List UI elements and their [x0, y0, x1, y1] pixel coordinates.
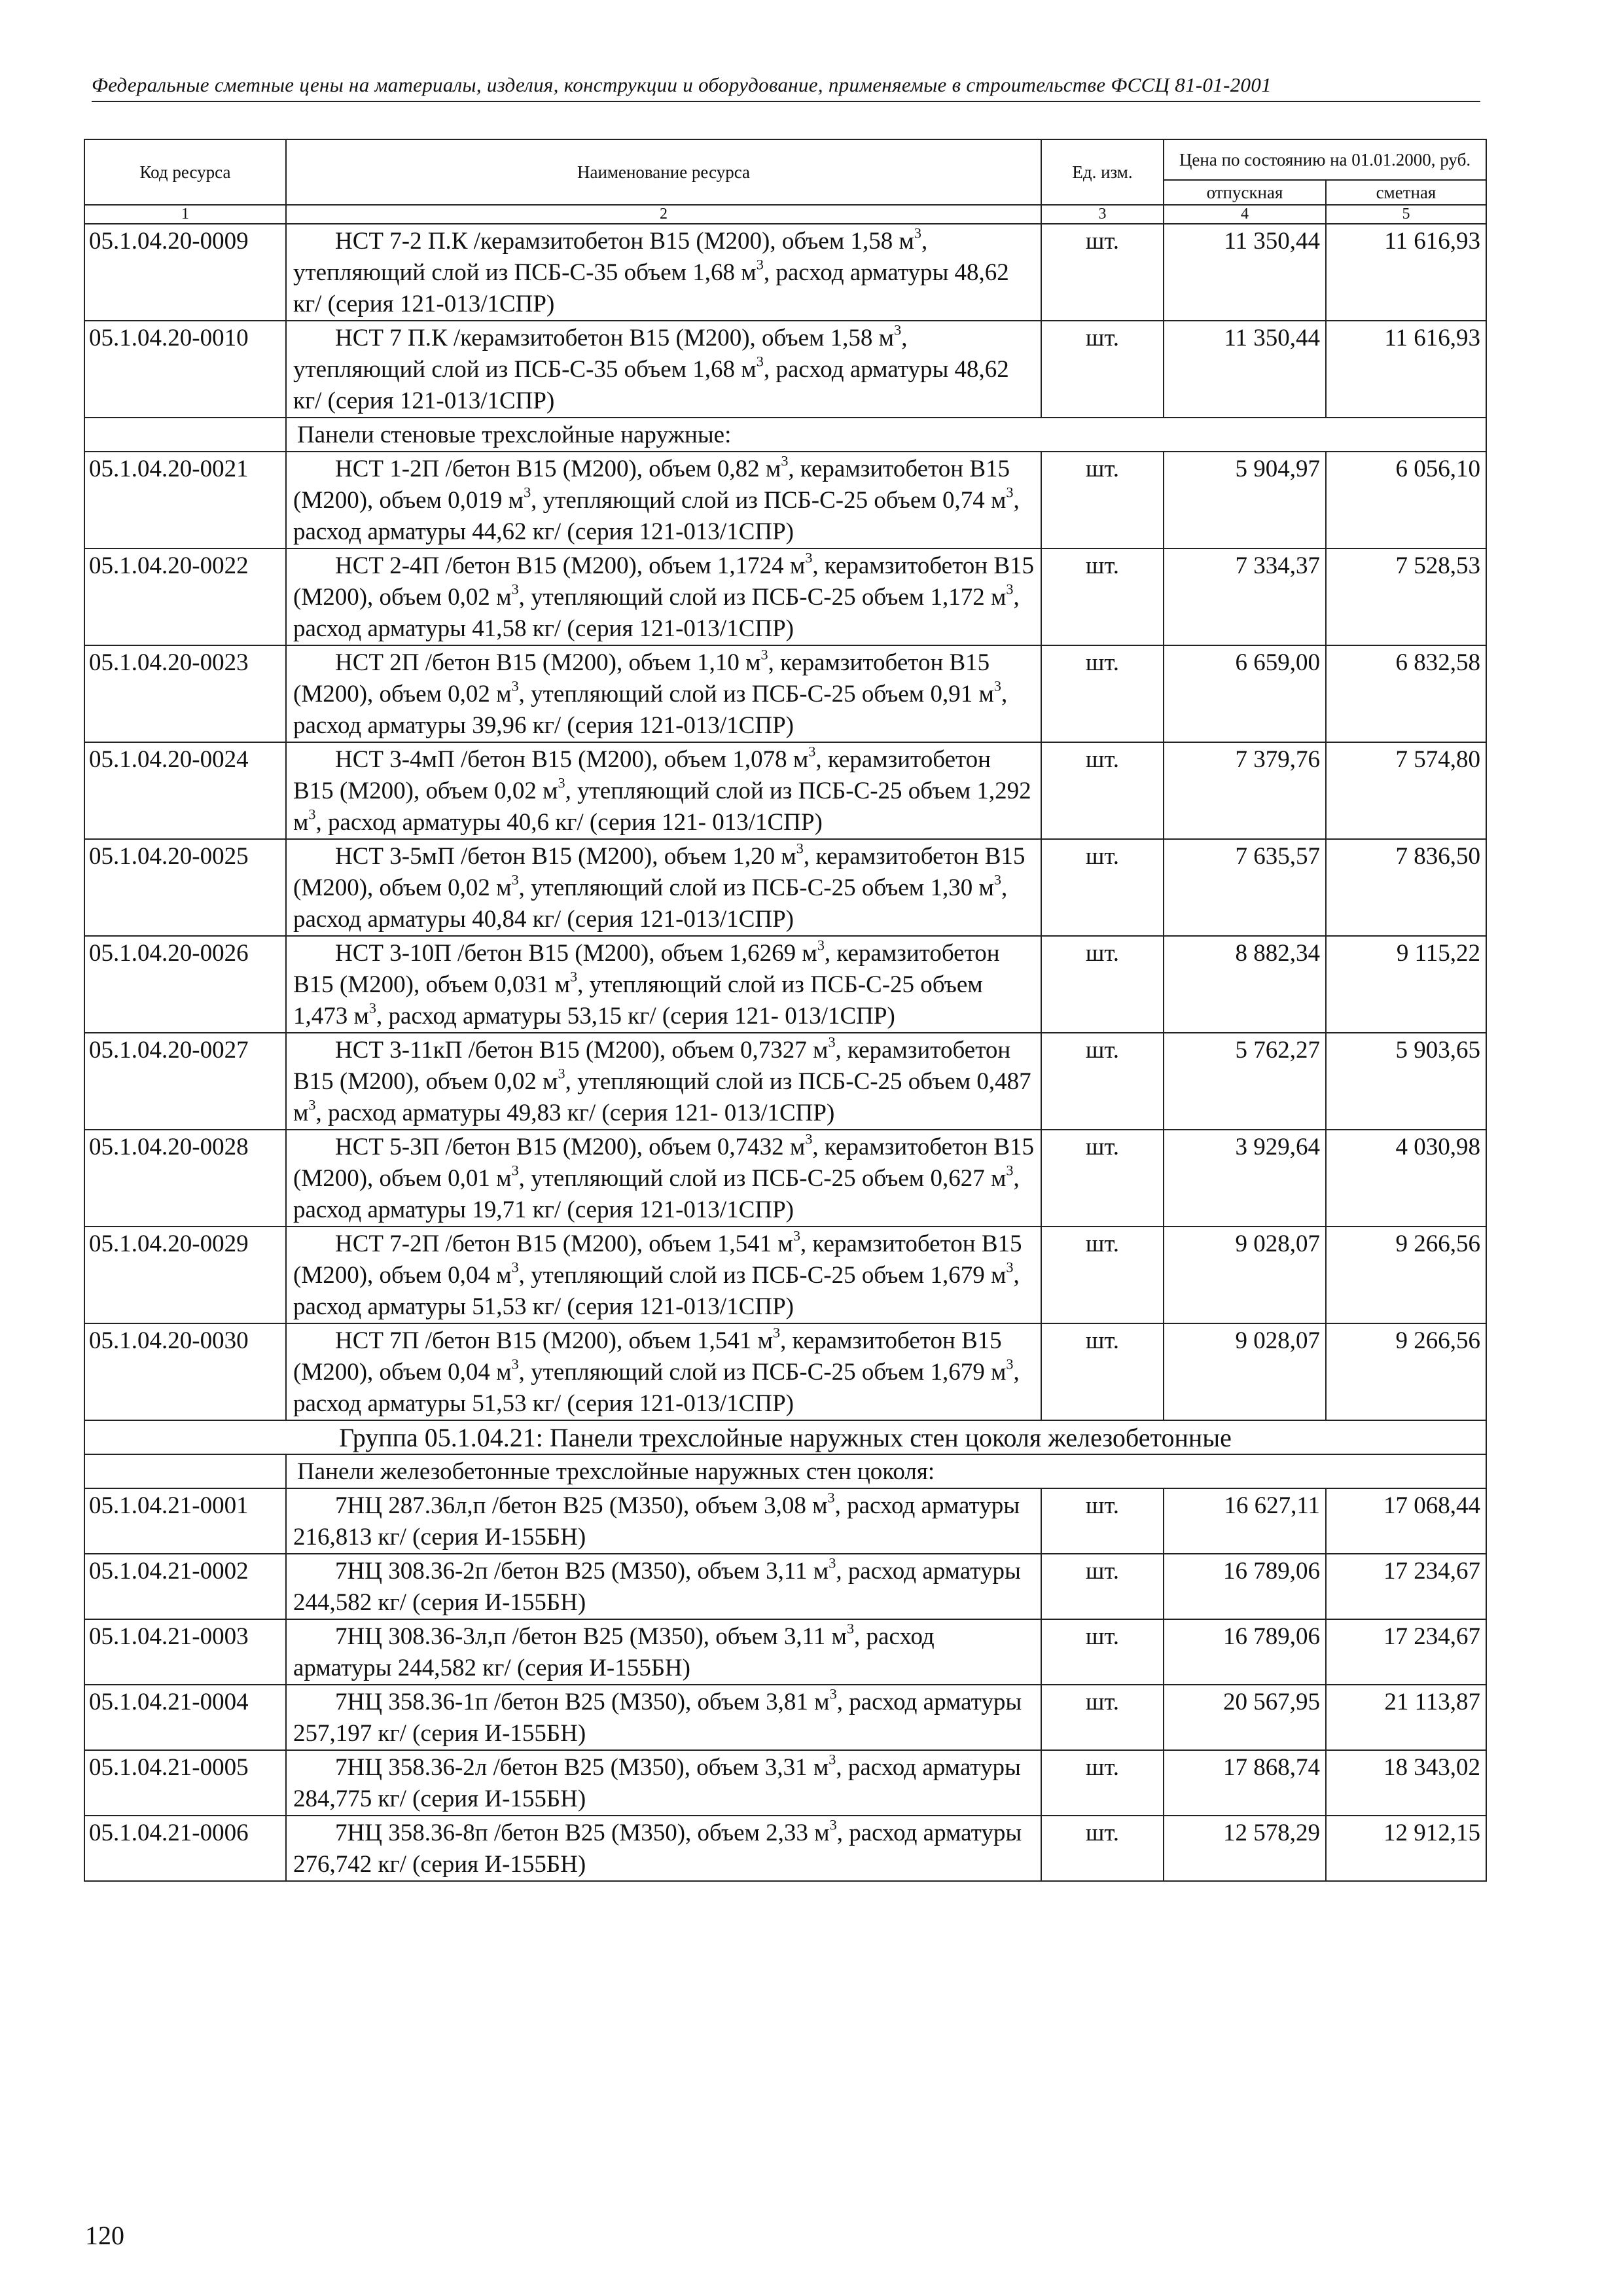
unit-of-measure: шт.: [1041, 839, 1164, 936]
price-estimate: 11 616,93: [1326, 321, 1486, 418]
resource-name-text: НСТ 7-2 П.К /керамзитобетон В15 (М200), объем 1,58 $м^3$, утепляющий слой из ПСБ-С-35 объем 1,68 $м^3$, расход арматуры 48,62 кг/ (серия 121-013/1СПР): [293, 224, 1009, 317]
unit-of-measure: шт.: [1041, 1323, 1164, 1420]
table-row: [84, 1554, 1486, 1619]
resource-name: [286, 1130, 1041, 1227]
unit-of-measure: шт.: [1041, 742, 1164, 839]
resource-code: 05.1.04.21-0002: [84, 1554, 286, 1619]
unit-of-measure: шт.: [1041, 645, 1164, 742]
col-header-price-estimate: сметная: [1326, 180, 1486, 205]
resource-code: 05.1.04.21-0005: [84, 1750, 286, 1816]
resource-name-text: 7НЦ 287.36л,п /бетон В25 (М350), объем 3,08 $м^3$, расход арматуры 216,813 кг/ (серия И-155БН): [293, 1489, 1020, 1551]
running-header: Федеральные сметные цены на материалы, изделия, конструкции и оборудование, применяемые в строительстве ФССЦ 81-01-2001: [92, 73, 1480, 102]
subheading-text: Панели стеновые трехслойные наружные:: [286, 418, 1486, 452]
resource-name-text: НСТ 5-3П /бетон В15 (М200), объем 0,7432 $м^3$, керамзитобетон В15 (М200), объем 0,01 $м^3$, утепляющий слой из ПСБ-С-25 объем 0,627 $м^3$, расход арматуры 19,71 кг/ (серия 121-013/1СПР): [293, 1130, 1035, 1223]
resource-code: 05.1.04.20-0010: [84, 321, 286, 418]
resource-name-text: 7НЦ 308.36-2п /бетон В25 (М350), объем 3,11 $м^3$, расход арматуры 244,582 кг/ (серия И-155БН): [293, 1554, 1021, 1616]
unit-of-measure: шт.: [1041, 1033, 1164, 1130]
resource-name-text: НСТ 7П /бетон В15 (М200), объем 1,541 $м^3$, керамзитобетон В15 (М200), объем 0,04 $м^3$, утепляющий слой из ПСБ-С-25 объем 1,679 $м^3$, расход арматуры 51,53 кг/ (серия 121-013/1СПР): [293, 1324, 1020, 1417]
price-estimate: 7 528,53: [1326, 548, 1486, 645]
table-head: [84, 139, 1486, 224]
table-row: [84, 839, 1486, 936]
table-row: [84, 1750, 1486, 1816]
price-estimate: 9 266,56: [1326, 1227, 1486, 1323]
price-estimate: 17 234,67: [1326, 1554, 1486, 1619]
unit-of-measure: шт.: [1041, 1816, 1164, 1881]
table-row: [84, 645, 1486, 742]
unit-of-measure: шт.: [1041, 1130, 1164, 1227]
price-estimate: 7 574,80: [1326, 742, 1486, 839]
resource-name: [286, 742, 1041, 839]
price-estimate: 18 343,02: [1326, 1750, 1486, 1816]
price-release: 7 334,37: [1164, 548, 1326, 645]
price-release: 9 028,07: [1164, 1227, 1326, 1323]
unit-of-measure: шт.: [1041, 548, 1164, 645]
resource-name-text: НСТ 2-4П /бетон В15 (М200), объем 1,1724 $м^3$, керамзитобетон В15 (М200), объем 0,02 $м^3$, утепляющий слой из ПСБ-С-25 объем 1,172 $м^3$, расход арматуры 41,58 кг/ (серия 121-013/1СПР): [293, 549, 1035, 642]
resource-code: 05.1.04.20-0024: [84, 742, 286, 839]
price-estimate: 4 030,98: [1326, 1130, 1486, 1227]
resource-name-text: НСТ 3-10П /бетон В15 (М200), объем 1,6269 $м^3$, керамзитобетон В15 (М200), объем 0,031 $м^3$, утепляющий слой из ПСБ-С-25 объем 1,473 $м^3$, расход арматуры 53,15 кг/ (серия 121- 013/1СПР): [293, 937, 1000, 1030]
price-release: 6 659,00: [1164, 645, 1326, 742]
resource-code: 05.1.04.20-0027: [84, 1033, 286, 1130]
price-release: 16 789,06: [1164, 1619, 1326, 1685]
resource-name-text: НСТ 7 П.К /керамзитобетон В15 (М200), объем 1,58 $м^3$, утепляющий слой из ПСБ-С-35 объем 1,68 $м^3$, расход арматуры 48,62 кг/ (серия 121-013/1СПР): [293, 321, 1009, 414]
resource-name: [286, 645, 1041, 742]
resource-name-text: 7НЦ 358.36-8п /бетон В25 (М350), объем 2,33 $м^3$, расход арматуры 276,742 кг/ (серия И-155БН): [293, 1816, 1022, 1878]
resource-name-text: 7НЦ 358.36-2л /бетон В25 (М350), объем 3,31 $м^3$, расход арматуры 284,775 кг/ (серия И-155БН): [293, 1751, 1021, 1812]
table-row: [84, 1488, 1486, 1554]
subheading-spacer: [84, 418, 286, 452]
resource-name: [286, 1750, 1041, 1816]
unit-of-measure: шт.: [1041, 1685, 1164, 1750]
table-row: [84, 1033, 1486, 1130]
unit-of-measure: шт.: [1041, 1619, 1164, 1685]
resource-name-text: НСТ 3-4мП /бетон В15 (М200), объем 1,078 $м^3$, керамзитобетон В15 (М200), объем 0,02 $м^3$, утепляющий слой из ПСБ-С-25 объем 1,292 $м^3$, расход арматуры 40,6 кг/ (серия 121- 013/1СПР): [293, 743, 1031, 836]
price-release: 11 350,44: [1164, 321, 1326, 418]
resource-code: 05.1.04.20-0029: [84, 1227, 286, 1323]
unit-of-measure: шт.: [1041, 1227, 1164, 1323]
price-release: 11 350,44: [1164, 224, 1326, 321]
unit-of-measure: шт.: [1041, 1554, 1164, 1619]
table-row: [84, 1816, 1486, 1881]
price-estimate: 9 266,56: [1326, 1323, 1486, 1420]
resource-code: 05.1.04.20-0025: [84, 839, 286, 936]
price-estimate: 9 115,22: [1326, 936, 1486, 1033]
price-release: 20 567,95: [1164, 1685, 1326, 1750]
resource-name: [286, 1488, 1041, 1554]
table-body: [84, 224, 1486, 1881]
price-release: 3 929,64: [1164, 1130, 1326, 1227]
table-row: [84, 1130, 1486, 1227]
resource-name: [286, 1685, 1041, 1750]
price-release: 7 635,57: [1164, 839, 1326, 936]
resource-name: [286, 936, 1041, 1033]
resource-name-text: НСТ 1-2П /бетон В15 (М200), объем 0,82 $м^3$, керамзитобетон В15 (М200), объем 0,019 $м^3$, утепляющий слой из ПСБ-С-25 объем 0,74 $м^3$, расход арматуры 44,62 кг/ (серия 121-013/1СПР): [293, 452, 1020, 545]
col-number-3: 3: [1041, 205, 1164, 223]
resource-code: 05.1.04.20-0021: [84, 452, 286, 548]
resource-name: [286, 548, 1041, 645]
price-estimate: 17 234,67: [1326, 1619, 1486, 1685]
price-table: [84, 139, 1487, 1882]
price-estimate: 5 903,65: [1326, 1033, 1486, 1130]
table-row: [84, 1227, 1486, 1323]
resource-code: 05.1.04.20-0026: [84, 936, 286, 1033]
table-row: [84, 1685, 1486, 1750]
resource-code: 05.1.04.20-0030: [84, 1323, 286, 1420]
col-number-2: 2: [286, 205, 1041, 223]
unit-of-measure: шт.: [1041, 936, 1164, 1033]
price-estimate: 21 113,87: [1326, 1685, 1486, 1750]
resource-name-text: НСТ 3-11кП /бетон В15 (М200), объем 0,7327 $м^3$, керамзитобетон В15 (М200), объем 0,02 $м^3$, утепляющий слой из ПСБ-С-25 объем 0,487 $м^3$, расход арматуры 49,83 кг/ (серия 121- 013/1СПР): [293, 1033, 1031, 1126]
unit-of-measure: шт.: [1041, 1750, 1164, 1816]
price-estimate: 6 832,58: [1326, 645, 1486, 742]
resource-code: 05.1.04.20-0028: [84, 1130, 286, 1227]
resource-name-text: 7НЦ 308.36-3л,п /бетон В25 (М350), объем 3,11 $м^3$, расход арматуры 244,582 кг/ (серия И-155БН): [293, 1620, 935, 1681]
col-number-4: 4: [1164, 205, 1326, 223]
price-release: 5 762,27: [1164, 1033, 1326, 1130]
price-release: 7 379,76: [1164, 742, 1326, 839]
col-number-5: 5: [1326, 205, 1486, 223]
resource-code: 05.1.04.21-0004: [84, 1685, 286, 1750]
resource-name: [286, 1619, 1041, 1685]
subheading-row: [84, 418, 1486, 452]
unit-of-measure: шт.: [1041, 224, 1164, 321]
resource-name: [286, 1323, 1041, 1420]
col-header-name: Наименование ресурса: [286, 139, 1041, 205]
table-row: [84, 742, 1486, 839]
unit-of-measure: шт.: [1041, 1488, 1164, 1554]
resource-name: [286, 1816, 1041, 1881]
price-release: 16 789,06: [1164, 1554, 1326, 1619]
page-number: 120: [85, 2221, 124, 2250]
subheading-text: Панели железобетонные трехслойные наружных стен цоколя:: [286, 1454, 1486, 1488]
price-estimate: 6 056,10: [1326, 452, 1486, 548]
col-header-price-group: Цена по состоянию на 01.01.2000, руб.: [1164, 139, 1486, 180]
price-release: 17 868,74: [1164, 1750, 1326, 1816]
subheading-row: [84, 1454, 1486, 1488]
resource-name: [286, 321, 1041, 418]
price-estimate: 17 068,44: [1326, 1488, 1486, 1554]
table-row: [84, 548, 1486, 645]
unit-of-measure: шт.: [1041, 321, 1164, 418]
table-row: [84, 936, 1486, 1033]
resource-name: [286, 839, 1041, 936]
resource-name: [286, 1033, 1041, 1130]
resource-name: [286, 452, 1041, 548]
price-estimate: 7 836,50: [1326, 839, 1486, 936]
resource-name: [286, 1227, 1041, 1323]
group-heading: Группа 05.1.04.21: Панели трехслойные наружных стен цоколя железобетонные: [84, 1420, 1486, 1454]
resource-name-text: 7НЦ 358.36-1п /бетон В25 (М350), объем 3,81 $м^3$, расход арматуры 257,197 кг/ (серия И-155БН): [293, 1685, 1022, 1747]
resource-name-text: НСТ 3-5мП /бетон В15 (М200), объем 1,20 $м^3$, керамзитобетон В15 (М200), объем 0,02 $м^3$, утепляющий слой из ПСБ-С-25 объем 1,30 $м^3$, расход арматуры 40,84 кг/ (серия 121-013/1СПР): [293, 840, 1026, 933]
subheading-spacer: [84, 1454, 286, 1488]
col-header-price-release: отпускная: [1164, 180, 1326, 205]
unit-of-measure: шт.: [1041, 452, 1164, 548]
table-row: [84, 224, 1486, 321]
price-release: 8 882,34: [1164, 936, 1326, 1033]
col-header-unit: Ед. изм.: [1041, 139, 1164, 205]
price-estimate: 12 912,15: [1326, 1816, 1486, 1881]
resource-code: 05.1.04.21-0003: [84, 1619, 286, 1685]
table-row: [84, 452, 1486, 548]
resource-code: 05.1.04.20-0009: [84, 224, 286, 321]
col-header-code: Код ресурса: [84, 139, 286, 205]
resource-code: 05.1.04.20-0023: [84, 645, 286, 742]
price-release: 9 028,07: [1164, 1323, 1326, 1420]
col-number-1: 1: [84, 205, 286, 223]
resource-name-text: НСТ 2П /бетон В15 (М200), объем 1,10 $м^3$, керамзитобетон В15 (М200), объем 0,02 $м^3$, утепляющий слой из ПСБ-С-25 объем 0,91 $м^3$, расход арматуры 39,96 кг/ (серия 121-013/1СПР): [293, 646, 1008, 739]
resource-name: [286, 1554, 1041, 1619]
table-row: [84, 1323, 1486, 1420]
price-release: 16 627,11: [1164, 1488, 1326, 1554]
group-heading-row: [84, 1420, 1486, 1454]
table-row: [84, 1619, 1486, 1685]
price-estimate: 11 616,93: [1326, 224, 1486, 321]
resource-name: [286, 224, 1041, 321]
resource-code: 05.1.04.21-0001: [84, 1488, 286, 1554]
price-release: 12 578,29: [1164, 1816, 1326, 1881]
price-release: 5 904,97: [1164, 452, 1326, 548]
resource-code: 05.1.04.20-0022: [84, 548, 286, 645]
resource-name-text: НСТ 7-2П /бетон В15 (М200), объем 1,541 $м^3$, керамзитобетон В15 (М200), объем 0,04 $м^3$, утепляющий слой из ПСБ-С-25 объем 1,679 $м^3$, расход арматуры 51,53 кг/ (серия 121-013/1СПР): [293, 1227, 1022, 1320]
table-row: [84, 321, 1486, 418]
resource-code: 05.1.04.21-0006: [84, 1816, 286, 1881]
